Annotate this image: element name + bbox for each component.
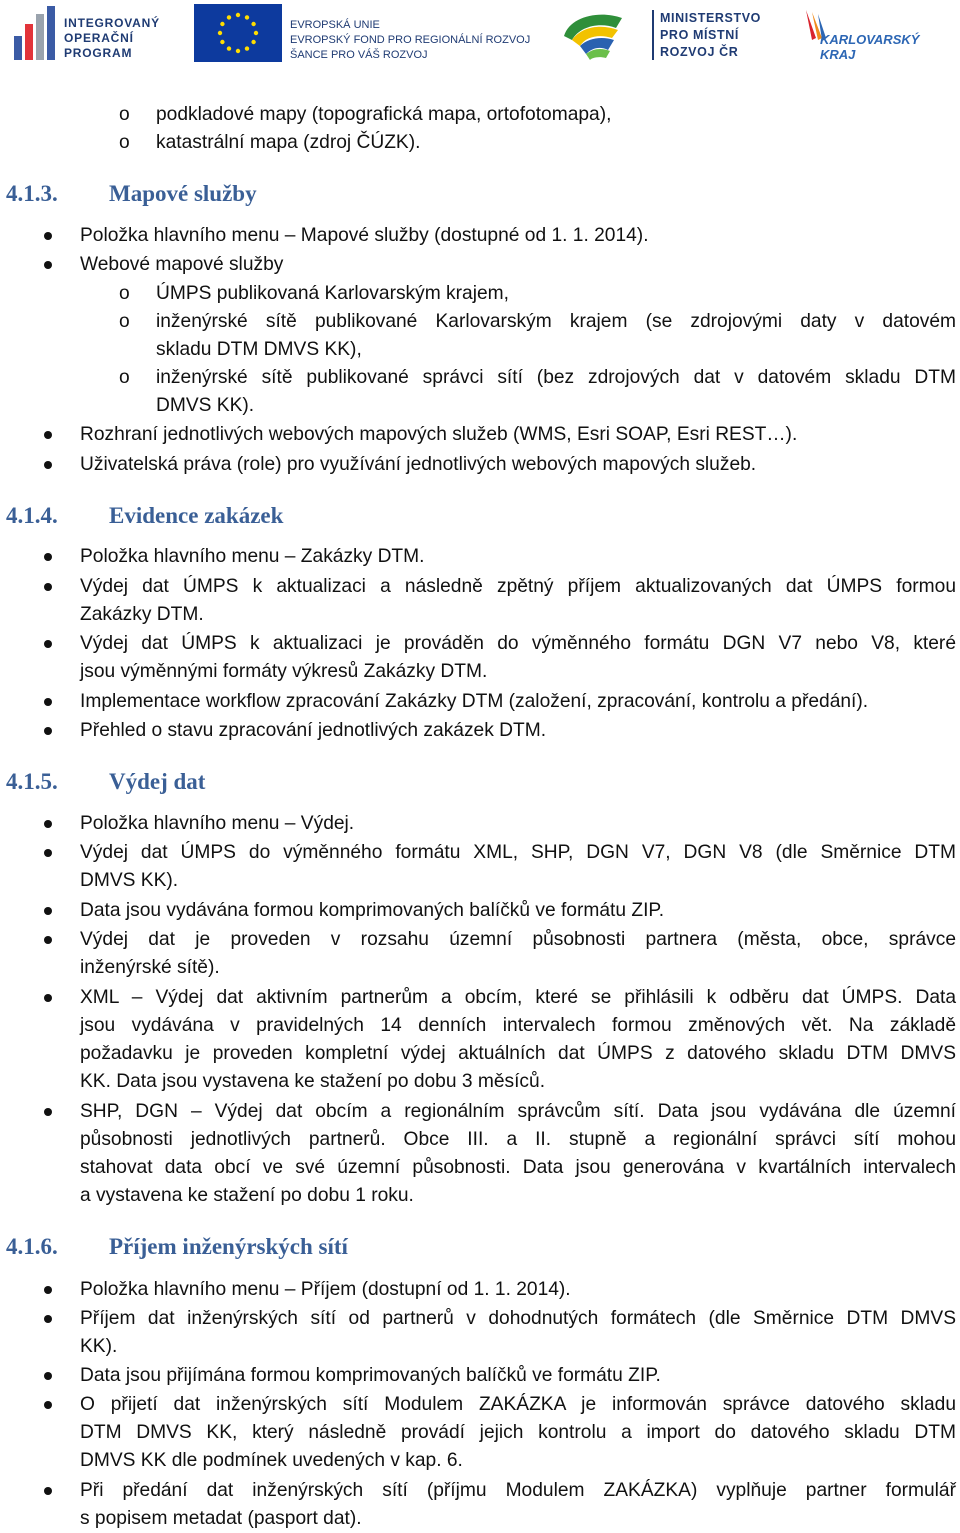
- page-header: [0, 0, 960, 80]
- mmr-line: PRO MÍSTNÍ: [660, 28, 739, 42]
- bullet-icon: [44, 1286, 52, 1294]
- list-item: Rozhraní jednotlivých webových mapových služeb (WMS, Esri SOAP, Esri REST…).: [80, 424, 798, 445]
- bullet-icon: [44, 994, 52, 1002]
- list-item: Implementace workflow zpracování Zakázky DTM (založení, zpracování, kontrolu a předání).: [80, 691, 869, 712]
- list-item-line: Výdej dat ÚMPS do výměnného formátu XML, SHP, DGN V7, DGN V8 (dle Směrnice DTM: [80, 842, 956, 863]
- logo-bar: [14, 36, 22, 60]
- list-item: Položka hlavního menu – Mapové služby (dostupné od 1. 1. 2014).: [80, 225, 649, 246]
- eu-line: EVROPSKÝ FOND PRO REGIONÁLNÍ ROZVOJ: [290, 34, 531, 46]
- list-item-line: Výdej dat je proveden v rozsahu územní působnosti partnera (města, obce, správce: [80, 929, 956, 950]
- bullet-icon: [44, 461, 52, 469]
- list-item-line: požadavku je proveden kompletní výdej aktuálních dat ÚMPS z datového skladu DTM DMVS: [80, 1043, 956, 1064]
- sub-bullet-icon: o: [119, 132, 130, 153]
- eu-logo-text: [290, 18, 530, 63]
- list-item-line: jsou vydávána v pravidelných 14 denních intervalech formou změnových vět. Na základě: [80, 1015, 956, 1036]
- eu-flag-icon: [194, 4, 282, 62]
- sub-bullet-icon: o: [119, 104, 130, 125]
- kk-logo-text: [820, 32, 919, 62]
- list-item-line: stahovat data obcí ve své územní působnosti. Data jsou generována v kvartálních intervalech: [80, 1157, 956, 1178]
- bullet-icon: [44, 261, 52, 269]
- list-item: podkladové mapy (topografická mapa, ortofotomapa),: [156, 104, 612, 125]
- list-item-line: Příjem dat inženýrských sítí od partnerů v dohodnutých formátech (dle Směrnice DTM DMVS: [80, 1308, 956, 1329]
- section-number: 4.1.4.: [6, 503, 58, 528]
- list-item-line: DTM DMVS KK, který následně provádí jejich kontrolu a import do datového skladu DTM: [80, 1422, 956, 1443]
- bullet-icon: [44, 1372, 52, 1380]
- list-item: Položka hlavního menu – Příjem (dostupní od 1. 1. 2014).: [80, 1279, 571, 1300]
- list-item: Webové mapové služby: [80, 254, 284, 275]
- bullet-icon: [44, 1401, 52, 1409]
- bullet-icon: [44, 698, 52, 706]
- eu-logo: [194, 4, 544, 62]
- mmr-emblem-icon: [560, 6, 640, 62]
- mmr-logo-text: [660, 10, 761, 61]
- bullet-icon: [44, 1108, 52, 1116]
- bullet-icon: [44, 431, 52, 439]
- mmr-line: MINISTERSTVO: [660, 11, 761, 25]
- section-title: Mapové služby: [109, 181, 257, 206]
- eu-line: ŠANCE PRO VÁŠ ROZVOJ: [290, 49, 428, 61]
- list-item-line: Výdej dat ÚMPS k aktualizaci a následně zpětný příjem aktualizovaných dat ÚMPS formou: [80, 576, 956, 597]
- mmr-logo: [560, 6, 785, 62]
- section-title: Výdej dat: [109, 769, 206, 794]
- iop-logo-text: [64, 16, 160, 61]
- list-item-line: KK).: [80, 1336, 118, 1357]
- list-item: ÚMPS publikovaná Karlovarským krajem,: [156, 283, 509, 304]
- iop-logo: [12, 6, 177, 62]
- bullet-icon: [44, 232, 52, 240]
- sub-bullet-icon: o: [119, 283, 130, 304]
- section-number: 4.1.3.: [6, 181, 58, 206]
- karlovarsky-kraj-logo: [800, 8, 925, 66]
- bullet-icon: [44, 1315, 52, 1323]
- bullet-icon: [44, 820, 52, 828]
- list-item-line: inženýrské sítě publikované Karlovarským krajem (se zdrojovými daty v datovém: [156, 311, 956, 332]
- mmr-line: ROZVOJ ČR: [660, 45, 739, 59]
- list-item-line: Výdej dat ÚMPS k aktualizaci je prováděn do výměnného formátu DGN V7 nebo V8, které: [80, 633, 956, 654]
- eu-stars-icon: [194, 4, 282, 62]
- list-item: Data jsou vydávána formou komprimovaných balíčků ve formátu ZIP.: [80, 900, 665, 921]
- bullet-icon: [44, 907, 52, 915]
- section-title: Evidence zakázek: [109, 503, 284, 528]
- list-item-line: s popisem metadat (pasport dat).: [80, 1508, 362, 1529]
- list-item-line: KK. Data jsou vystavena ke stažení po dobu 3 měsíců.: [80, 1071, 546, 1092]
- list-item-line: Při předání dat inženýrských sítí (příjmu Modulem ZAKÁZKA) vyplňuje partner formulář: [80, 1480, 956, 1501]
- list-item-line: SHP, DGN – Výdej dat obcím a regionálním správcům sítí. Data jsou vydávána dle územní: [80, 1101, 956, 1122]
- sub-bullet-icon: o: [119, 311, 130, 332]
- list-item-line: Zakázky DTM.: [80, 604, 204, 625]
- list-item: katastrální mapa (zdroj ČÚZK).: [156, 132, 421, 153]
- bullet-icon: [44, 849, 52, 857]
- logo-bar: [25, 24, 33, 60]
- list-item-line: skladu DTM DMVS KK),: [156, 339, 362, 360]
- list-item-line: DMVS KK dle podmínek uvedených v kap. 6.: [80, 1450, 463, 1471]
- logo-bar: [47, 6, 55, 60]
- list-item: Položka hlavního menu – Výdej.: [80, 813, 355, 834]
- bullet-icon: [44, 640, 52, 648]
- list-item-line: inženýrské sítě publikované správci sítí (bez zdrojových dat v datovém skladu DTM: [156, 367, 956, 388]
- kk-line: KARLOVARSKÝ: [820, 32, 920, 47]
- iop-line: INTEGROVANÝ: [64, 16, 160, 30]
- iop-line: OPERAČNÍ: [64, 31, 134, 45]
- section-number: 4.1.5.: [6, 769, 58, 794]
- list-item-line: inženýrské sítě).: [80, 957, 220, 978]
- kk-line: KRAJ: [820, 47, 856, 62]
- section-number: 4.1.6.: [6, 1234, 58, 1259]
- list-item-line: a vystavena ke stažení po dobu 1 roku.: [80, 1185, 414, 1206]
- iop-line: PROGRAM: [64, 46, 133, 60]
- list-item: Data jsou přijímána formou komprimovaných balíčků ve formátu ZIP.: [80, 1365, 661, 1386]
- bullet-icon: [44, 583, 52, 591]
- eu-line: EVROPSKÁ UNIE: [290, 19, 380, 31]
- list-item-line: DMVS KK).: [156, 395, 255, 416]
- bullet-icon: [44, 936, 52, 944]
- mmr-divider: [652, 10, 654, 60]
- list-item-line: XML – Výdej dat aktivním partnerům a obcím, které se přihlásili k odběru dat ÚMPS. Data: [80, 987, 956, 1008]
- logo-bar: [36, 14, 44, 60]
- list-item: Přehled o stavu zpracování jednotlivých zakázek DTM.: [80, 720, 547, 741]
- section-title: Příjem inženýrských sítí: [109, 1234, 348, 1259]
- list-item-line: jsou výměnnými formáty výkresů Zakázky DTM.: [80, 661, 488, 682]
- bullet-icon: [44, 553, 52, 561]
- list-item-line: DMVS KK).: [80, 870, 179, 891]
- list-item-line: O přijetí dat inženýrských sítí Modulem ZAKÁZKA je informován správce datového skladu: [80, 1394, 956, 1415]
- sub-bullet-icon: o: [119, 367, 130, 388]
- list-item: Uživatelská práva (role) pro využívání jednotlivých webových mapových služeb.: [80, 454, 757, 475]
- list-item: Položka hlavního menu – Zakázky DTM.: [80, 546, 425, 567]
- bullet-icon: [44, 1487, 52, 1495]
- list-item-line: působnosti jednotlivých partnerů. Obce III. a II. stupně a regionální správci sítí mohou: [80, 1129, 956, 1150]
- bullet-icon: [44, 727, 52, 735]
